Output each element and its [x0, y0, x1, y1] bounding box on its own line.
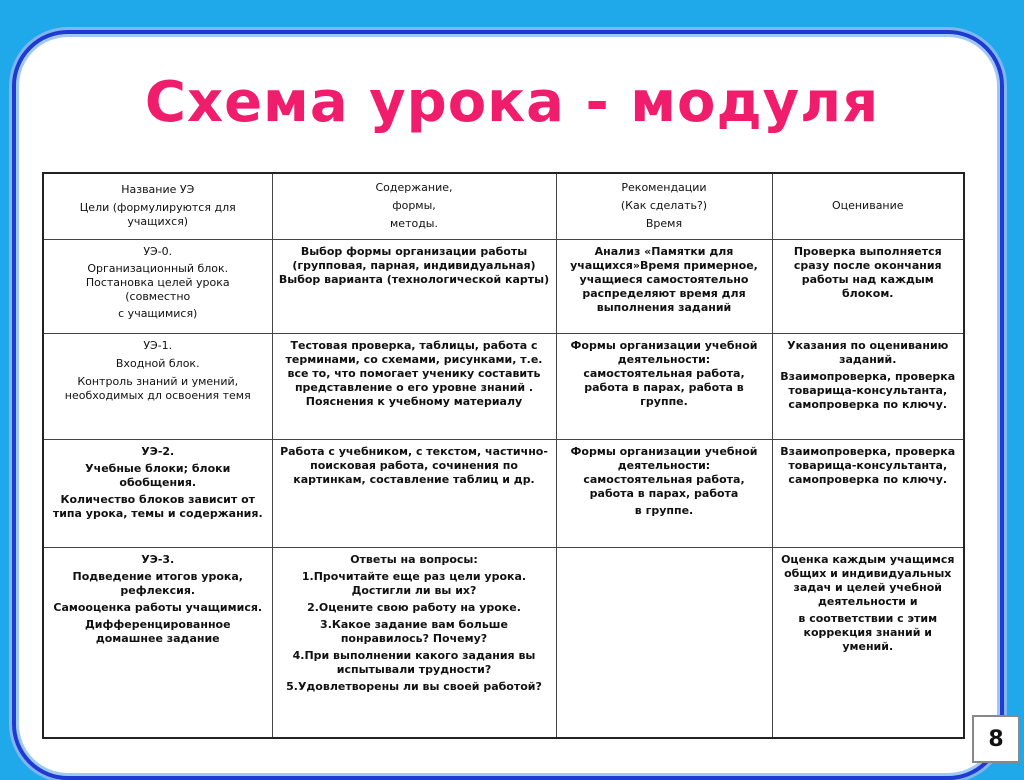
table-row — [43, 333, 964, 439]
cell-ue3-content: Ответы на вопросы: 1.Прочитайте еще раз цели урока. Достигли ли вы их? 2.Оцените свою работу на уроке. 3.Какое задание вам больше понравилось? Почему? 4.При выполнении какого задания вы испытывали трудности? 5.Удовлетворены ли вы своей работой? — [272, 547, 556, 738]
table-row — [43, 547, 964, 738]
header-cell-recommendations: Рекомендации (Как сделать?) Время — [556, 173, 772, 239]
cell-ue0-assessment: Проверка выполняется сразу после окончания работы над каждым блоком. — [772, 239, 964, 333]
cell-ue3-goals: УЭ-3. Подведение итогов урока, рефлексия. Самооценка работы учащимися. Дифференцированное домашнее задание — [43, 547, 272, 738]
cell-ue3-assessment: Оценка каждым учащимся общих и индивидуальных задач и целей учебной деятельности и в соответствии с этим коррекция знаний и умений. — [772, 547, 964, 738]
cell-ue2-assessment: Взаимопроверка, проверка товарища-консультанта, самопроверка по ключу. — [772, 439, 964, 547]
header-cell-name-goals: Название УЭ Цели (формулируются для учащихся) — [43, 173, 272, 239]
table-row — [43, 239, 964, 333]
cell-ue1-assessment: Указания по оцениванию заданий. Взаимопроверка, проверка товарища-консультанта, самопроверка по ключу. — [772, 333, 964, 439]
header-cell-assessment: Оценивание — [772, 173, 964, 239]
cell-ue0-goals: УЭ-0. Организационный блок. Постановка целей урока (совместно с учащимися) — [43, 239, 272, 333]
cell-ue3-recommendations — [556, 547, 772, 738]
table-header-row — [43, 173, 964, 239]
lesson-schema-table — [42, 172, 965, 739]
cell-ue2-goals: УЭ-2. Учебные блоки; блоки обобщения. Количество блоков зависит от типа урока, темы и содержания. — [43, 439, 272, 547]
slide-title: Схема урока - модуля — [144, 70, 880, 135]
table-row — [43, 439, 964, 547]
cell-ue1-content: Тестовая проверка, таблицы, работа с терминами, со схемами, рисунками, т.е. все то, что помогает ученику составить представление о его уровне знаний . Пояснения к учебному материалу — [272, 333, 556, 439]
cell-ue0-content: Выбор формы организации работы (групповая, парная, индивидуальная) Выбор варианта (технологической карты) — [272, 239, 556, 333]
cell-ue2-content: Работа с учебником, с текстом, частично-поисковая работа, сочинения по картинкам, составление таблиц и др. — [272, 439, 556, 547]
cell-ue1-goals: УЭ-1. Входной блок. Контроль знаний и умений, необходимых дл освоения темя — [43, 333, 272, 439]
header-cell-content: Содержание, формы, методы. — [272, 173, 556, 239]
page-number: 8 — [972, 715, 1020, 763]
cell-ue0-recommendations: Анализ «Памятки для учащихся»Время примерное, учащиеся самостоятельно распределяют время для выполнения заданий — [556, 239, 772, 333]
cell-ue1-recommendations: Формы организации учебной деятельности: самостоятельная работа, работа в парах, работа в группе. — [556, 333, 772, 439]
cell-ue2-recommendations: Формы организации учебной деятельности: самостоятельная работа, работа в парах, работа в группе. — [556, 439, 772, 547]
